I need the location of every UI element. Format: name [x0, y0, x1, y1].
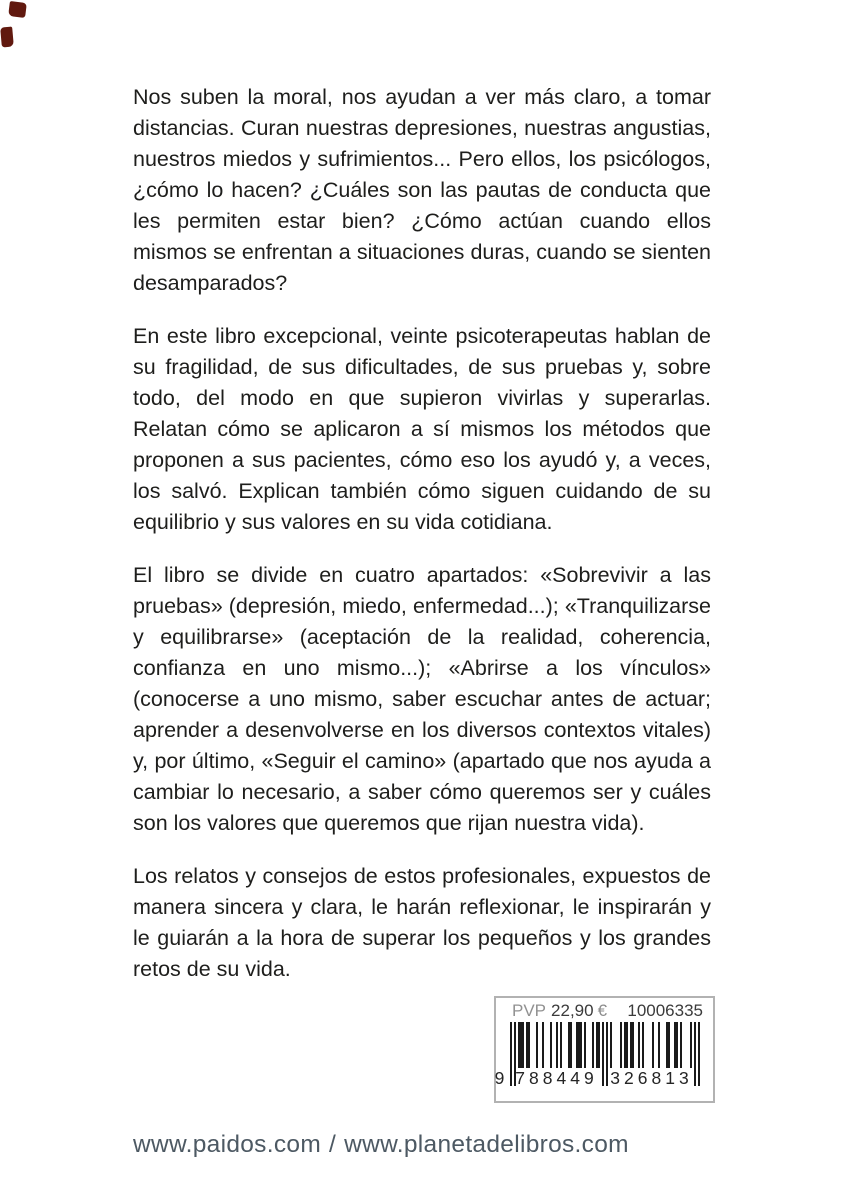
synopsis-paragraph-1: Nos suben la moral, nos ayudan a ver más claro, a tomar distancias. Curan nuestras depresiones, nuestras angustias, nuestros miedos y sufrimientos... Pero ellos, los psicólogos, ¿cómo lo hacen? ¿Cuáles son las pautas de conducta que les permiten estar bien? ¿Cómo actúan cuando ellos mismos se enfrentan a situaciones duras, cuando se sienten desamparados?	[133, 85, 711, 295]
ean-left-group: 788449	[515, 1068, 598, 1088]
red-corner-artifact-top	[8, 1, 27, 18]
product-code: 10006335	[627, 1001, 703, 1020]
ean13-barcode	[494, 1022, 700, 1088]
url-paidos: www.paidos.com	[133, 1131, 322, 1158]
ean-right-group: 326813	[610, 1068, 693, 1088]
red-corner-artifact-bottom	[0, 27, 14, 48]
url-separator: /	[329, 1131, 337, 1158]
synopsis-paragraph-3: El libro se divide en cuatro apartados: «Sobrevivir a las pruebas» (depresión, miedo, enfermedad...); «Tranquilizarse y equilibrarse» (aceptación de la realidad, coherencia, confianza en uno mismo...); «Abrirse a los vínculos» (conocerse a uno mismo, saber escuchar antes de actuar; aprender a desenvolverse en los diversos contextos vitales) y, por último, «Seguir el camino» (apartado que nos ayuda a cambiar lo necesario, a saber cómo queremos ser y cuáles son los valores que queremos que rijan nuestra vida).	[133, 563, 711, 835]
synopsis-paragraph-2: En este libro excepcional, veinte psicoterapeutas hablan de su fragilidad, de sus dificultades, de sus pruebas y, sobre todo, del modo en que supieron vivirlas y superarlas. Relatan cómo se aplicaron a sí mismos los métodos que proponen a sus pacientes, cómo eso los ayudó y, a veces, los salvó. Explican también cómo siguen cuidando de su equilibrio y sus valores en su vida cotidiana.	[133, 324, 711, 534]
synopsis-paragraph-4: Los relatos y consejos de estos profesionales, expuestos de manera sincera y clara, le harán reflexionar, le inspirarán y le guiarán a la hora de superar los pequeños y los grandes retos de su vida.	[133, 864, 711, 981]
ean-first-digit: 9	[494, 1068, 505, 1088]
price-amount: 22,90	[551, 1001, 594, 1020]
barcode-box	[494, 996, 715, 1103]
price-row	[496, 998, 713, 1021]
pvp-label: PVP	[512, 1001, 547, 1020]
synopsis-text-block	[133, 82, 711, 1007]
euro-currency-symbol: €	[597, 1001, 608, 1020]
publisher-websites	[133, 1129, 629, 1161]
url-planetadelibros: www.planetadelibros.com	[344, 1131, 629, 1158]
price	[512, 1001, 607, 1021]
